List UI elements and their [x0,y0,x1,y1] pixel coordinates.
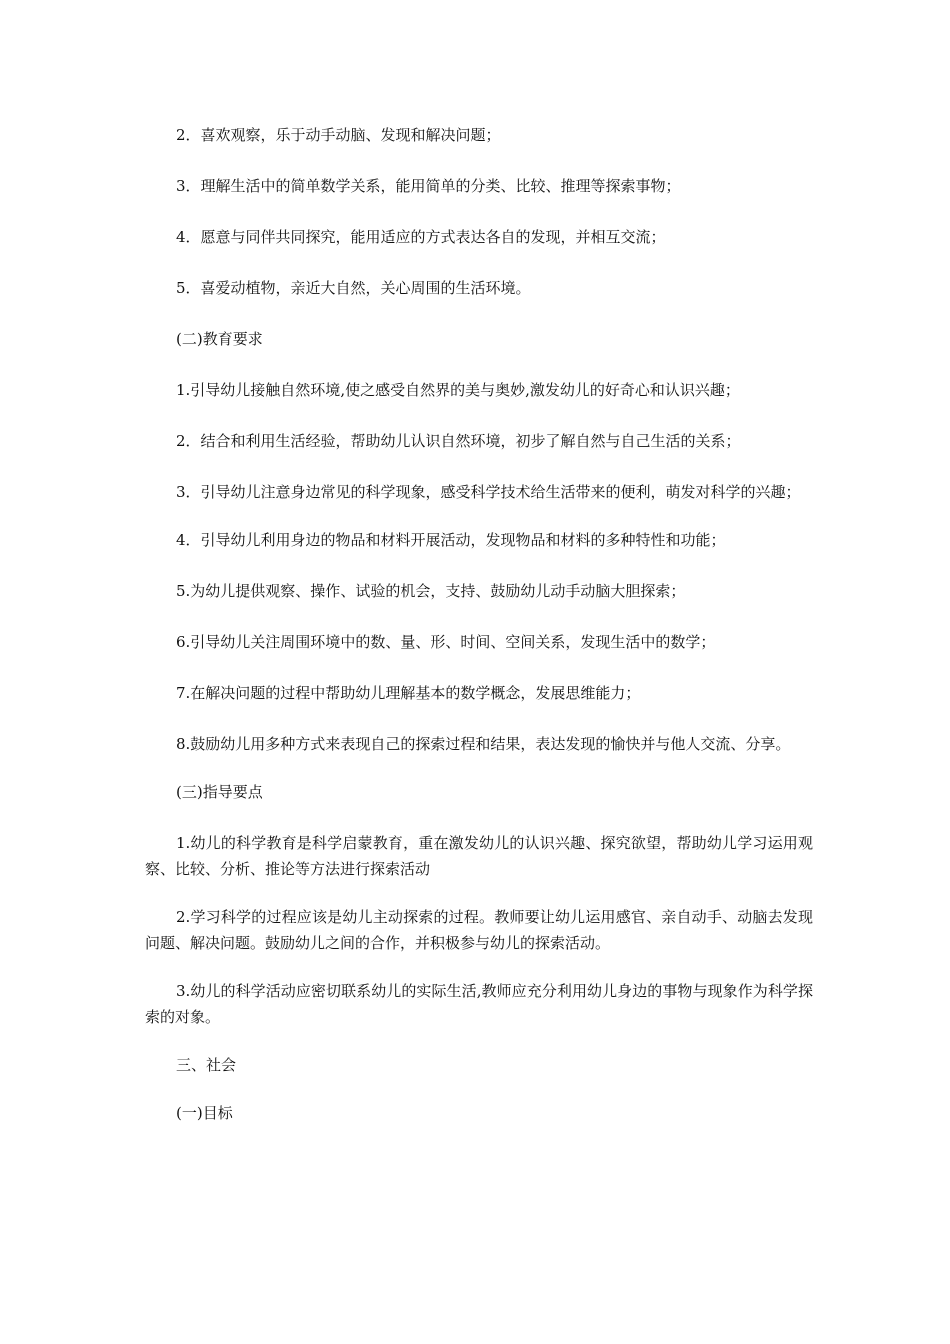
guidance-item-3: 3.幼儿的科学活动应密切联系幼儿的实际生活,教师应充分利用幼儿身边的事物与现象作为科学探索的对象。 [145,982,813,1026]
goal-item-3: 3．理解生活中的简单数学关系，能用简单的分类、比较、推理等探索事物； [176,177,681,195]
guidance-item-2: 2.学习科学的过程应该是幼儿主动探索的过程。教师要让幼儿运用感官、亲自动手、动脑去发现问题、解决问题。鼓励幼儿之间的合作，并积极参与幼儿的探索活动。 [145,908,813,952]
document-body [145,122,813,1151]
goal-item-4: 4．愿意与同伴共同探究，能用适应的方式表达各自的发现，并相互交流； [176,228,666,246]
requirement-item-8: 8.鼓励幼儿用多种方式来表现自己的探索过程和结果，表达发现的愉快并与他人交流、分享。 [176,735,791,753]
requirement-item-6: 6.引导幼儿关注周围环境中的数、量、形、时间、空间关系，发现生活中的数学； [176,633,716,651]
requirement-item-7: 7.在解决问题的过程中帮助幼儿理解基本的数学概念，发展思维能力； [176,684,641,702]
requirement-item-1: 1.引导幼儿接触自然环境,使之感受自然界的美与奥妙,激发幼儿的好奇心和认识兴趣； [176,381,740,399]
goal-item-5: 5．喜爱动植物，亲近大自然，关心周围的生活环境。 [176,279,531,297]
requirement-item-4: 4．引导幼儿利用身边的物品和材料开展活动，发现物品和材料的多种特性和功能； [176,531,726,549]
goal-item-2: 2．喜欢观察，乐于动手动脑、发现和解决问题； [176,126,501,144]
requirement-item-5: 5.为幼儿提供观察、操作、试验的机会，支持、鼓励幼儿动手动脑大胆探索； [176,582,686,600]
requirement-item-3: 3．引导幼儿注意身边常见的科学现象，感受科学技术给生活带来的便利，萌发对科学的兴趣； [176,483,801,501]
section-heading-education-requirements: (二)教育要求 [176,330,263,348]
guidance-item-1: 1.幼儿的科学教育是科学启蒙教育，重在激发幼儿的认识兴趣、探究欲望，帮助幼儿学习运用观察、比较、分析、推论等方法进行探索活动 [145,834,813,878]
requirement-item-2: 2．结合和利用生活经验，帮助幼儿认识自然环境，初步了解自然与自己生活的关系； [176,432,741,450]
chapter-heading-society: 三、社会 [176,1056,237,1074]
section-heading-goals: (一)目标 [176,1104,233,1122]
section-heading-guidance-points: (三)指导要点 [176,783,263,801]
